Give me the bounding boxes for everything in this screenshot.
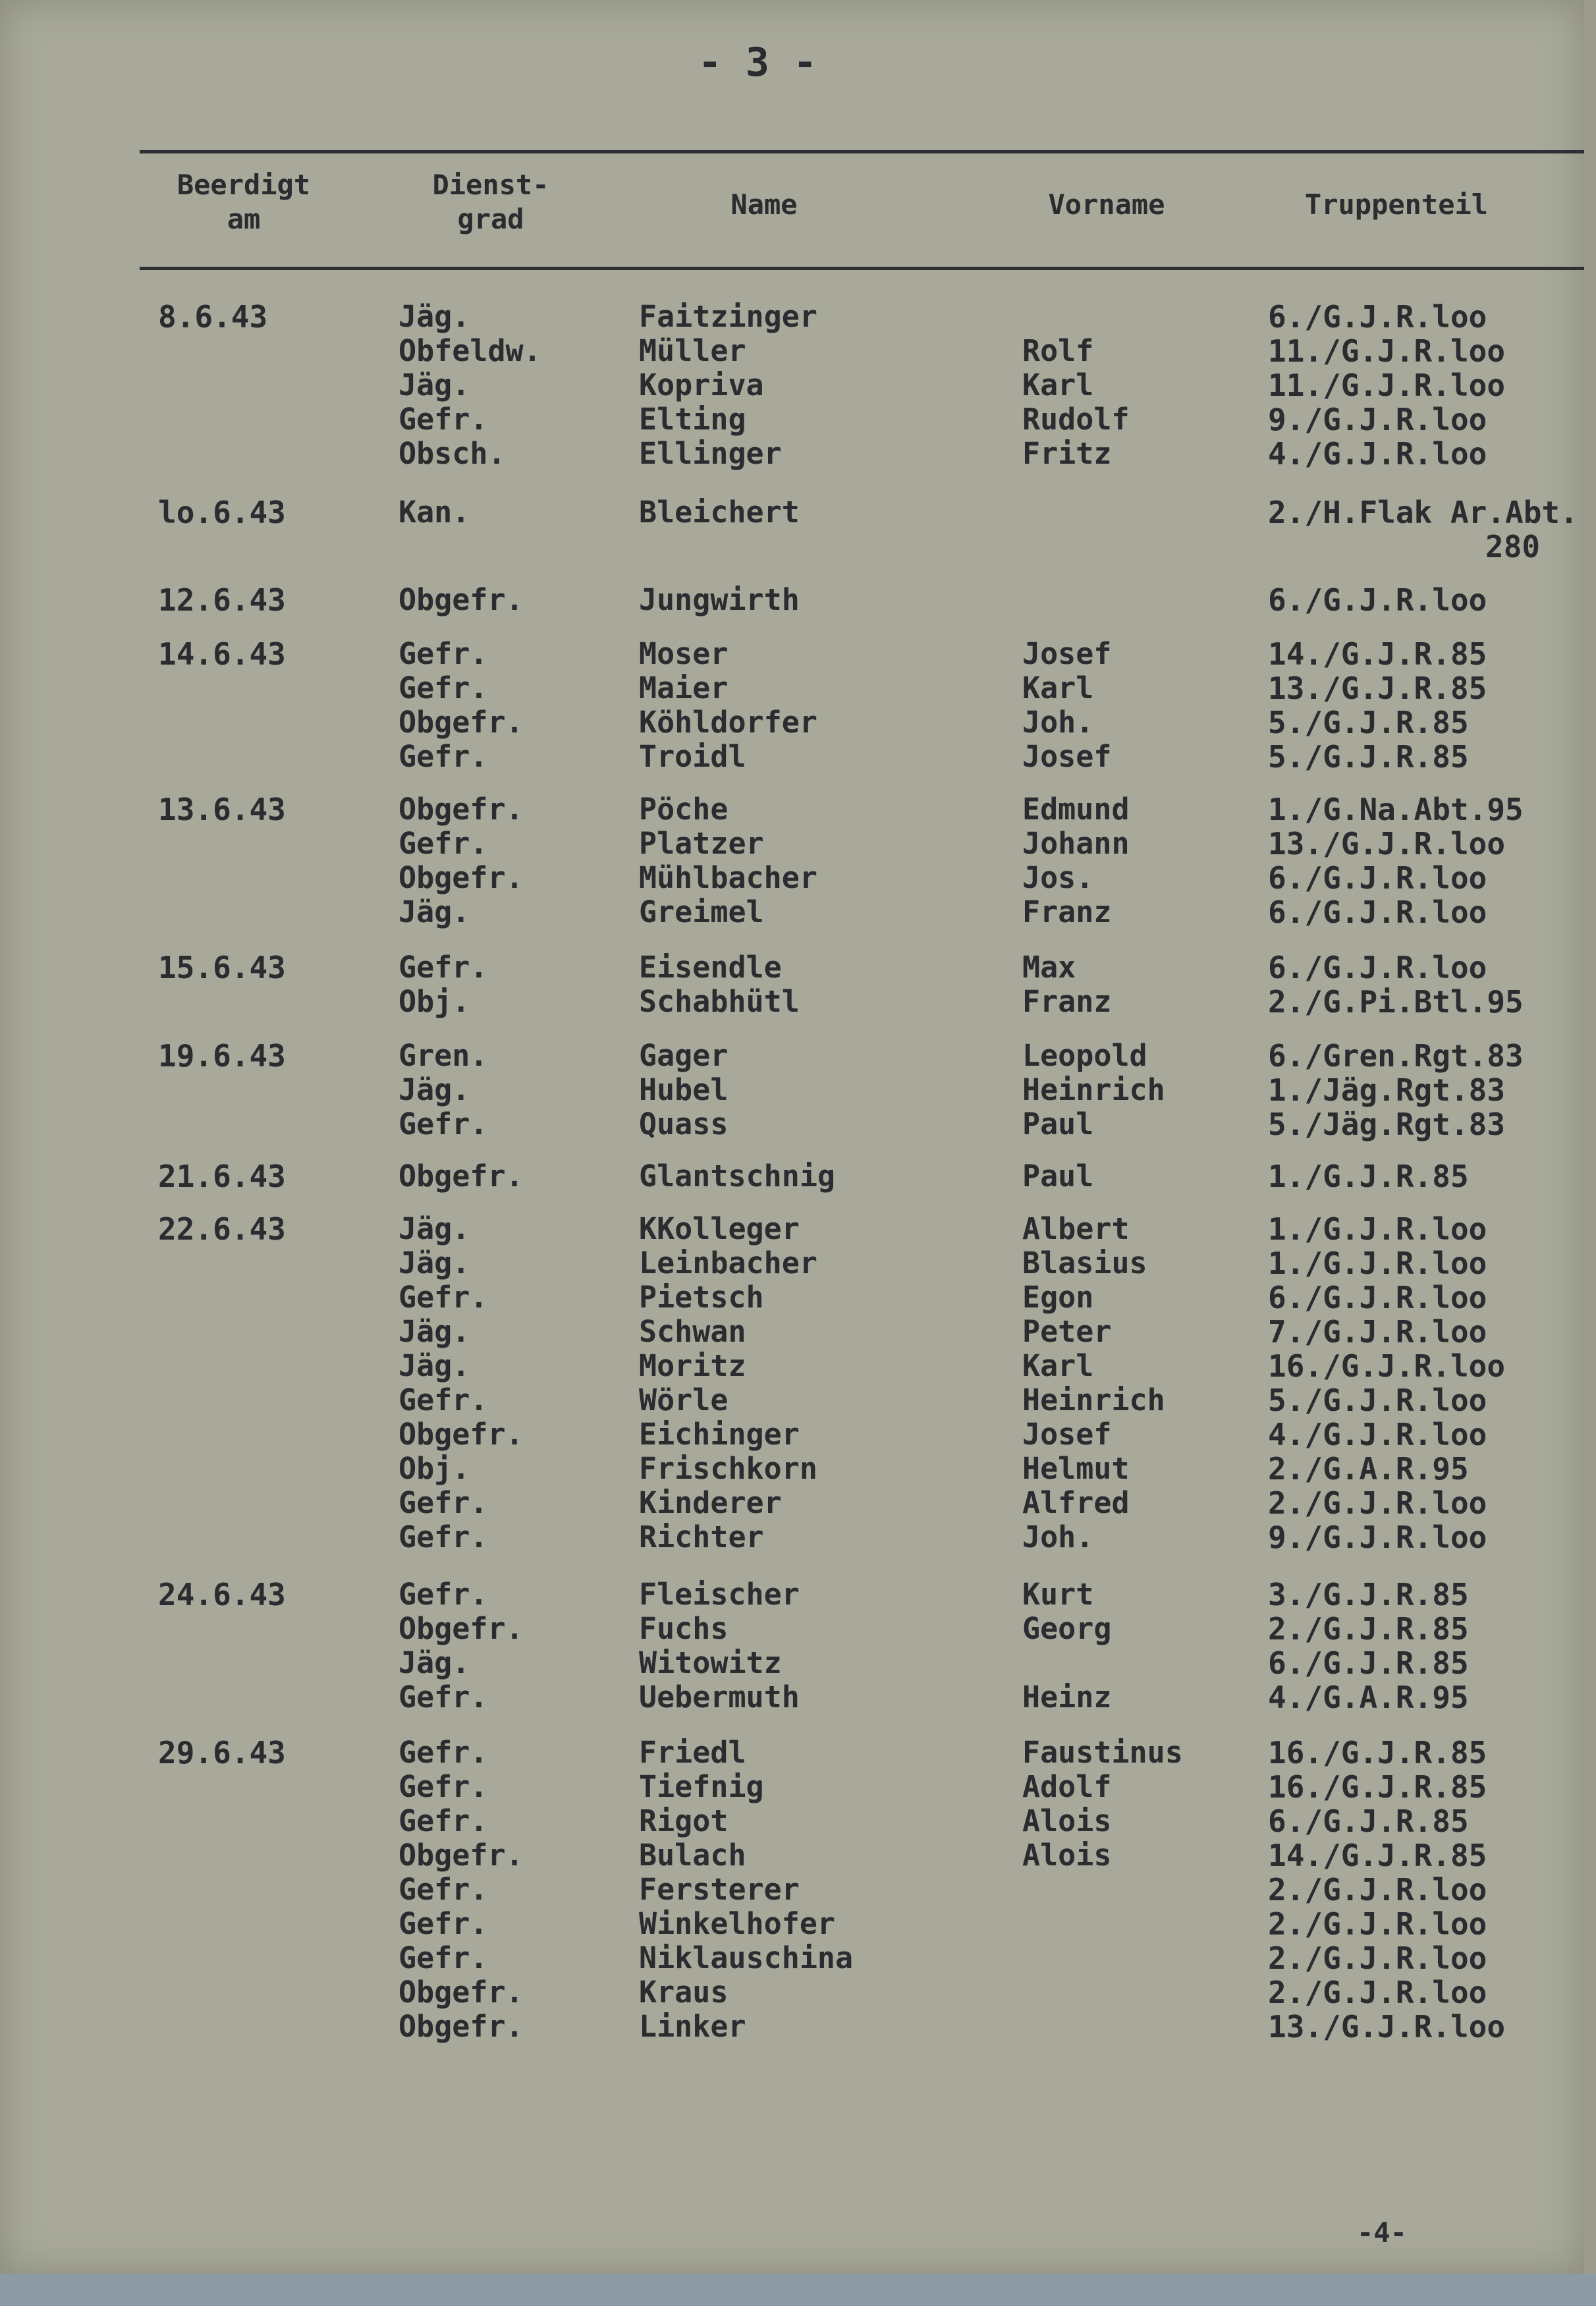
header-truppenteil: Truppenteil	[1304, 188, 1489, 221]
unit-cell: 6./Gren.Rgt.83	[1268, 1038, 1524, 1074]
burial-date: lo.6.43	[158, 495, 286, 530]
surname-cell: Maier	[639, 671, 729, 705]
surname-cell: Eichinger	[639, 1417, 800, 1452]
rank-cell: Jäg.	[399, 368, 470, 402]
rank-cell: Jäg.	[399, 1211, 470, 1246]
table-row	[0, 1838, 1584, 1873]
unit-cell: 16./G.J.R.85	[1268, 1735, 1487, 1771]
unit-cell: 6./G.J.R.loo	[1268, 1280, 1487, 1315]
table-row	[0, 1941, 1584, 1975]
surname-cell: Rigot	[639, 1803, 729, 1838]
firstname-cell: Karl	[1022, 1348, 1094, 1383]
surname-cell: Jungwirth	[639, 582, 800, 617]
table-row	[0, 637, 1584, 671]
firstname-cell: Kurt	[1022, 1577, 1094, 1612]
group-rows	[0, 1578, 1584, 1715]
surname-cell: Hubel	[639, 1072, 729, 1107]
firstname-cell: Georg	[1022, 1611, 1112, 1646]
table-row	[0, 1646, 1584, 1680]
unit-cell: 6./G.J.R.85	[1268, 1645, 1469, 1681]
rank-cell: Obgefr.	[399, 705, 524, 740]
burial-date: 15.6.43	[158, 950, 286, 985]
table-row	[0, 1212, 1584, 1246]
table-row	[0, 437, 1584, 471]
unit-cell: 14./G.J.R.85	[1268, 636, 1487, 672]
firstname-cell: Johann	[1022, 826, 1130, 861]
rank-cell: Obj.	[399, 1451, 470, 1486]
table-row	[0, 1039, 1584, 1073]
unit-cell: 6./G.J.R.loo	[1268, 950, 1487, 985]
firstname-cell: Karl	[1022, 368, 1094, 402]
unit-cell: 2./G.Pi.Btl.95	[1268, 984, 1524, 1020]
table-row	[0, 2010, 1584, 2044]
firstname-cell: Peter	[1022, 1314, 1112, 1349]
table-row	[0, 1770, 1584, 1804]
unit-cell: 1./G.J.R.loo	[1268, 1211, 1487, 1247]
burial-date: 24.6.43	[158, 1577, 286, 1612]
unit-cell: 6./G.J.R.loo	[1268, 582, 1487, 618]
burial-date: 19.6.43	[158, 1038, 286, 1074]
rank-cell: Obgefr.	[399, 860, 524, 895]
table-row	[0, 792, 1584, 827]
table-row	[0, 985, 1584, 1019]
surname-cell: KKolleger	[639, 1211, 800, 1246]
table-row	[0, 334, 1584, 368]
surname-cell: Frischkorn	[639, 1451, 817, 1486]
surname-cell: Ellinger	[639, 436, 782, 471]
unit-cell: 6./G.J.R.loo	[1268, 894, 1487, 930]
surname-cell: Gager	[639, 1038, 729, 1073]
surname-cell: Mühlbacher	[639, 860, 817, 895]
rank-cell: Gren.	[399, 1038, 488, 1073]
firstname-cell: Alois	[1022, 1838, 1112, 1873]
surname-cell: Quass	[639, 1107, 729, 1141]
rank-cell: Gefr.	[399, 671, 488, 705]
unit-cell: 2./G.J.R.loo	[1268, 1485, 1487, 1521]
unit-cell: 2./G.J.R.loo	[1268, 1940, 1487, 1976]
firstname-cell: Joh.	[1022, 1520, 1094, 1554]
firstname-cell: Heinz	[1022, 1680, 1112, 1715]
next-page-number: -4-	[1357, 2216, 1407, 2249]
rank-cell: Gefr.	[399, 1872, 488, 1907]
firstname-cell: Jos.	[1022, 860, 1094, 895]
rank-cell: Gefr.	[399, 1383, 488, 1417]
firstname-cell: Heinrich	[1022, 1072, 1165, 1107]
rank-cell: Jäg.	[399, 299, 470, 334]
table-row	[0, 950, 1584, 985]
surname-cell: Leinbacher	[639, 1246, 817, 1280]
rank-cell: Gefr.	[399, 1769, 488, 1804]
firstname-cell: Josef	[1022, 1417, 1112, 1452]
firstname-cell: Paul	[1022, 1159, 1094, 1194]
rank-cell: Jäg.	[399, 1348, 470, 1383]
surname-cell: Fleischer	[639, 1577, 800, 1612]
rank-cell: Obgefr.	[399, 792, 524, 827]
rank-cell: Gefr.	[399, 636, 488, 671]
firstname-cell: Paul	[1022, 1107, 1094, 1141]
unit-cell: 1./G.Na.Abt.95	[1268, 792, 1524, 827]
table-row	[0, 1612, 1584, 1646]
surname-cell: Bleichert	[639, 495, 800, 530]
unit-cell: 5./G.J.R.85	[1268, 705, 1469, 740]
unit-cell: 6./G.J.R.loo	[1268, 299, 1487, 335]
unit-cell: 4./G.J.R.loo	[1268, 436, 1487, 472]
group-rows	[0, 1212, 1584, 1554]
unit-cell: 5./G.J.R.loo	[1268, 1383, 1487, 1418]
rank-cell: Gefr.	[399, 739, 488, 774]
table-row	[0, 1280, 1584, 1315]
rank-cell: Gefr.	[399, 1577, 488, 1612]
unit-cell: 2./G.J.R.loo	[1268, 1872, 1487, 1908]
burial-date: 29.6.43	[158, 1735, 286, 1771]
table-row	[0, 1736, 1584, 1770]
unit-cell: 3./G.J.R.85	[1268, 1577, 1469, 1612]
table-row	[0, 861, 1584, 895]
table-row	[0, 827, 1584, 861]
firstname-cell: Edmund	[1022, 792, 1130, 827]
firstname-cell: Fritz	[1022, 436, 1112, 471]
table-row	[0, 1383, 1584, 1417]
group-rows	[0, 1159, 1584, 1194]
firstname-cell: Adolf	[1022, 1769, 1112, 1804]
unit-cell: 1./Jäg.Rgt.83	[1268, 1072, 1506, 1108]
burial-date: 21.6.43	[158, 1159, 286, 1194]
firstname-cell: Franz	[1022, 984, 1112, 1019]
rank-cell: Gefr.	[399, 1803, 488, 1838]
surname-cell: Kinderer	[639, 1485, 782, 1520]
table-row	[0, 1804, 1584, 1838]
table-row	[0, 1107, 1584, 1141]
surname-cell: Uebermuth	[639, 1680, 800, 1715]
rank-cell: Obgefr.	[399, 1611, 524, 1646]
firstname-cell: Faustinus	[1022, 1735, 1183, 1770]
unit-cell: 7./G.J.R.loo	[1268, 1314, 1487, 1350]
group-rows	[0, 1039, 1584, 1141]
header-bottom-rule	[140, 267, 1584, 270]
table-row	[0, 1873, 1584, 1907]
table-row	[0, 705, 1584, 740]
unit-cell: 5./Jäg.Rgt.83	[1268, 1107, 1506, 1142]
rank-cell: Kan.	[399, 495, 470, 530]
table-row	[0, 1246, 1584, 1280]
surname-cell: Witowitz	[639, 1645, 782, 1680]
rank-cell: Gefr.	[399, 1107, 488, 1141]
rank-cell: Jäg.	[399, 1072, 470, 1107]
surname-cell: Greimel	[639, 894, 764, 929]
surname-cell: Schwan	[639, 1314, 746, 1349]
firstname-cell: Leopold	[1022, 1038, 1147, 1073]
firstname-cell: Josef	[1022, 739, 1112, 774]
rank-cell: Gefr.	[399, 1680, 488, 1715]
rank-cell: Obgefr.	[399, 1838, 524, 1873]
rank-cell: Obgefr.	[399, 1159, 524, 1194]
rank-cell: Jäg.	[399, 1314, 470, 1349]
unit-cell: 9./G.J.R.loo	[1268, 402, 1487, 437]
rank-cell: Obsch.	[399, 436, 506, 471]
surname-cell: Schabhütl	[639, 984, 800, 1019]
table-row	[0, 300, 1584, 334]
rank-cell: Obgefr.	[399, 582, 524, 617]
unit-cell: 16./G.J.R.loo	[1268, 1348, 1506, 1384]
surname-cell: Platzer	[639, 826, 764, 861]
table-row	[0, 1417, 1584, 1452]
rank-cell: Jäg.	[399, 894, 470, 929]
header-beerdigt: Beerdigt am	[177, 169, 311, 235]
group-rows	[0, 1736, 1584, 2044]
unit-cell: 5./G.J.R.85	[1268, 739, 1469, 775]
unit-cell: 2./G.A.R.95	[1268, 1451, 1469, 1487]
header-dienstgrad: Dienst- grad	[432, 169, 549, 235]
group-rows	[0, 583, 1584, 617]
unit-cell: 2./H.Flak Ar.Abt.	[1268, 495, 1578, 530]
burial-date: 14.6.43	[158, 636, 286, 672]
page-number: - 3 -	[698, 40, 817, 86]
rank-cell: Gefr.	[399, 1906, 488, 1941]
unit-cell: 4./G.J.R.loo	[1268, 1417, 1487, 1452]
header-name: Name	[730, 188, 798, 221]
rank-cell: Gefr.	[399, 1485, 488, 1520]
table-row	[0, 495, 1584, 564]
rank-cell: Gefr.	[399, 402, 488, 437]
surname-cell: Müller	[639, 333, 746, 368]
unit-cell: 2./G.J.R.loo	[1268, 1906, 1487, 1942]
surname-cell: Friedl	[639, 1735, 746, 1770]
unit-cell: 1./G.J.R.loo	[1268, 1246, 1487, 1281]
unit-cell: 1./G.J.R.85	[1268, 1159, 1469, 1194]
burial-date: 12.6.43	[158, 582, 286, 618]
table-row	[0, 1680, 1584, 1715]
unit-cell: 2./G.J.R.loo	[1268, 1975, 1487, 2010]
rank-cell: Gefr.	[399, 1940, 488, 1975]
firstname-cell: Heinrich	[1022, 1383, 1165, 1417]
surname-cell: Pietsch	[639, 1280, 764, 1315]
unit-cell: 6./G.J.R.85	[1268, 1803, 1469, 1839]
unit-cell: 4./G.A.R.95	[1268, 1680, 1469, 1715]
table-row	[0, 1520, 1584, 1554]
firstname-cell: Helmut	[1022, 1451, 1130, 1486]
firstname-cell: Alfred	[1022, 1485, 1130, 1520]
rank-cell: Gefr.	[399, 1280, 488, 1315]
table-row	[0, 402, 1584, 437]
unit-cell: 9./G.J.R.loo	[1268, 1520, 1487, 1555]
group-rows	[0, 950, 1584, 1019]
table-row	[0, 1073, 1584, 1107]
table-row	[0, 1315, 1584, 1349]
firstname-cell: Franz	[1022, 894, 1112, 929]
rank-cell: Jäg.	[399, 1246, 470, 1280]
firstname-cell: Karl	[1022, 671, 1094, 705]
firstname-cell: Blasius	[1022, 1246, 1147, 1280]
surname-cell: Elting	[639, 402, 746, 437]
table-row	[0, 1975, 1584, 2010]
firstname-cell: Alois	[1022, 1803, 1112, 1838]
rank-cell: Obj.	[399, 984, 470, 1019]
surname-cell: Pöche	[639, 792, 729, 827]
table-row	[0, 671, 1584, 705]
firstname-cell: Josef	[1022, 636, 1112, 671]
table-row	[0, 895, 1584, 929]
surname-cell: Wörle	[639, 1383, 729, 1417]
header-top-rule	[140, 150, 1584, 153]
unit-cell: 14./G.J.R.85	[1268, 1838, 1487, 1873]
firstname-cell: Rudolf	[1022, 402, 1130, 437]
burial-date: 22.6.43	[158, 1211, 286, 1247]
unit-cell-continuation: 280	[1485, 529, 1541, 564]
surname-cell: Moser	[639, 636, 729, 671]
group-rows	[0, 792, 1584, 929]
group-rows	[0, 637, 1584, 774]
unit-cell: 2./G.J.R.85	[1268, 1611, 1469, 1647]
unit-cell: 16./G.J.R.85	[1268, 1769, 1487, 1805]
group-rows	[0, 495, 1584, 564]
table-row	[0, 1907, 1584, 1941]
table-row	[0, 368, 1584, 402]
table-row	[0, 740, 1584, 774]
table-row	[0, 1349, 1584, 1383]
surname-cell: Niklauschina	[639, 1940, 854, 1975]
surname-cell: Winkelhofer	[639, 1906, 836, 1941]
group-rows	[0, 300, 1584, 471]
unit-cell: 13./G.J.R.85	[1268, 671, 1487, 706]
scan-background-strip	[0, 2274, 1596, 2306]
rank-cell: Gefr.	[399, 1520, 488, 1554]
surname-cell: Troidl	[639, 739, 746, 774]
header-vorname: Vorname	[1048, 188, 1165, 221]
rank-cell: Obfeldw.	[399, 333, 541, 368]
unit-cell: 13./G.J.R.loo	[1268, 2009, 1506, 2045]
burial-date: 13.6.43	[158, 792, 286, 827]
rank-cell: Gefr.	[399, 950, 488, 985]
surname-cell: Richter	[639, 1520, 764, 1554]
rank-cell: Jäg.	[399, 1645, 470, 1680]
surname-cell: Moritz	[639, 1348, 746, 1383]
rank-cell: Obgefr.	[399, 1975, 524, 2010]
surname-cell: Faitzinger	[639, 299, 817, 334]
surname-cell: Bulach	[639, 1838, 746, 1873]
surname-cell: Linker	[639, 2009, 746, 2044]
surname-cell: Tiefnig	[639, 1769, 764, 1804]
firstname-cell: Egon	[1022, 1280, 1094, 1315]
surname-cell: Glantschnig	[639, 1159, 836, 1194]
surname-cell: Fuchs	[639, 1611, 729, 1646]
table-row	[0, 1486, 1584, 1520]
surname-cell: Köhldorfer	[639, 705, 817, 740]
table-row	[0, 1578, 1584, 1612]
firstname-cell: Albert	[1022, 1211, 1130, 1246]
surname-cell: Eisendle	[639, 950, 782, 985]
unit-cell: 13./G.J.R.loo	[1268, 826, 1506, 862]
firstname-cell: Joh.	[1022, 705, 1094, 740]
rank-cell: Gefr.	[399, 826, 488, 861]
table-row	[0, 583, 1584, 617]
surname-cell: Fersterer	[639, 1872, 800, 1907]
rank-cell: Obgefr.	[399, 1417, 524, 1452]
surname-cell: Kopriva	[639, 368, 764, 402]
unit-cell: 6./G.J.R.loo	[1268, 860, 1487, 896]
rank-cell: Gefr.	[399, 1735, 488, 1770]
firstname-cell: Max	[1022, 950, 1076, 985]
table-row	[0, 1452, 1584, 1486]
unit-cell: 11./G.J.R.loo	[1268, 368, 1506, 403]
surname-cell: Kraus	[639, 1975, 729, 2010]
unit-cell: 11./G.J.R.loo	[1268, 333, 1506, 369]
burial-date: 8.6.43	[158, 299, 268, 335]
table-row	[0, 1159, 1584, 1194]
rank-cell: Obgefr.	[399, 2009, 524, 2044]
firstname-cell: Rolf	[1022, 333, 1094, 368]
